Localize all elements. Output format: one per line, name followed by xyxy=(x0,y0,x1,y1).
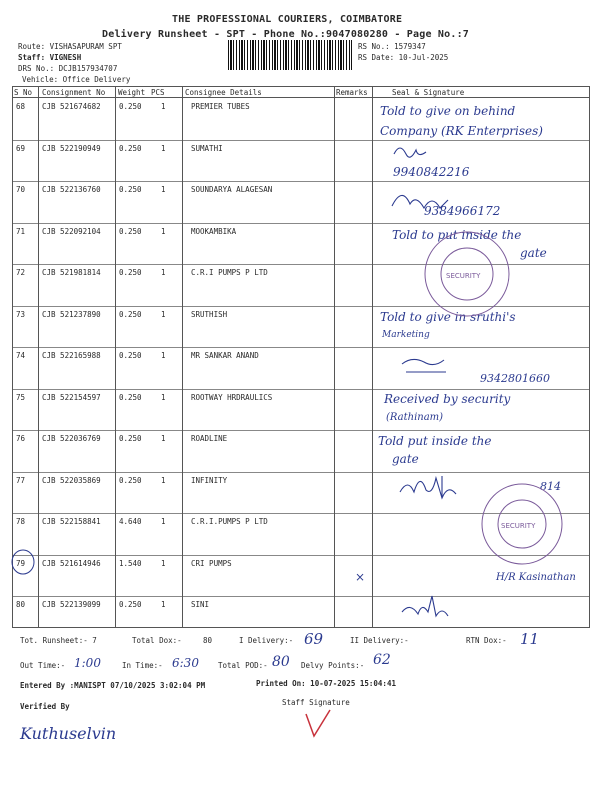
total-pod-value: 80 xyxy=(272,654,290,670)
in-time-label: In Time:- xyxy=(122,661,163,670)
row-consignment-no: CJB 522139099 xyxy=(42,600,101,609)
rtn-dox-value: 11 xyxy=(520,630,540,648)
i-delivery-label: I Delivery:- xyxy=(239,636,294,645)
drs-label: DRS No.: DCJB157934707 xyxy=(18,64,118,73)
row-sno: 73 xyxy=(16,309,26,319)
handwritten-note-75b: (Rathinam) xyxy=(386,412,444,423)
row-weight: 4.640 xyxy=(119,517,142,526)
handwritten-number-77: 814 xyxy=(540,480,561,493)
row-sno: 79 xyxy=(16,558,26,568)
rtn-dox-label: RTN Dox:- xyxy=(466,636,507,645)
row-weight: 0.250 xyxy=(119,392,142,402)
row-consignment-no: CJB 522035869 xyxy=(42,475,101,485)
row-sno: 69 xyxy=(16,143,26,153)
row-weight: 0.250 xyxy=(119,102,142,111)
col-header-consignment: Consignment No xyxy=(42,88,106,97)
row-pcs: 1 xyxy=(161,351,166,360)
tot-runsheet: Tot. Runsheet:- 7 xyxy=(20,636,97,645)
verified-by-label: Verified By xyxy=(20,702,70,711)
row-weight: 0.250 xyxy=(119,600,142,609)
handwritten-phone-74: 9342801660 xyxy=(480,372,550,385)
rs-date: RS Date: 10-Jul-2025 xyxy=(358,53,449,62)
row-sno: 76 xyxy=(16,434,26,443)
row-consignee: C.R.I PUMPS P LTD xyxy=(191,268,268,277)
row-pcs: 1 xyxy=(161,600,166,609)
signature-mark-69 xyxy=(394,148,426,157)
row-consignment-no: CJB 521674682 xyxy=(42,102,101,111)
row-sno: 68 xyxy=(16,102,26,111)
total-dox-value: 80 xyxy=(203,636,213,645)
row-consignment-no: CJB 522136760 xyxy=(42,185,101,194)
row-pcs: 1 xyxy=(161,309,166,319)
row-consignee: SOUNDARYA ALAGESAN xyxy=(191,185,273,194)
col-header-consignee: Consignee Details xyxy=(185,88,262,97)
row-consignment-no: CJB 521981814 xyxy=(42,268,101,277)
row-consignee: MR SANKAR ANAND xyxy=(191,351,259,360)
handwritten-note-71a: Told to put inside the xyxy=(392,228,522,242)
col-header-pcs: PCS xyxy=(151,88,165,97)
handwritten-note-76a: Told put inside the xyxy=(378,434,492,448)
row-sno: 71 xyxy=(16,226,26,236)
row-consignee: ROOTWAY HRDRAULICS xyxy=(191,392,273,402)
row-pcs: 1 xyxy=(161,143,166,153)
row-consignment-no: CJB 522158841 xyxy=(42,517,101,526)
row-sno: 74 xyxy=(16,351,26,360)
row-sno: 72 xyxy=(16,268,26,277)
row-pcs: 1 xyxy=(161,558,166,568)
row-weight: 0.250 xyxy=(119,185,142,194)
handwritten-note-73b: Marketing xyxy=(382,330,430,340)
staff-signature-tick xyxy=(300,708,340,744)
row-sno: 77 xyxy=(16,475,26,485)
row-weight: 0.250 xyxy=(119,309,142,319)
entered-by: Entered By :MANISPT 07/10/2025 3:02:04 PM xyxy=(20,681,206,690)
route-label: Route: VISHASAPURAM SPT xyxy=(18,42,122,51)
handwritten-note-71b: gate xyxy=(520,246,547,260)
signature-mark-74 xyxy=(402,359,446,372)
row-weight: 0.250 xyxy=(119,475,142,485)
col-divider xyxy=(115,86,116,628)
handwritten-note-76b: gate xyxy=(392,452,419,466)
row-pcs: 1 xyxy=(161,475,166,485)
row-consignee: CRI PUMPS xyxy=(191,558,232,568)
stamp-text-72: SECURITY xyxy=(446,272,481,280)
stamp-text-78: SECURITY xyxy=(501,522,536,530)
rs-number: RS No.: 1579347 xyxy=(358,42,426,51)
col-divider xyxy=(38,86,39,628)
row-consignment-no: CJB 521614946 xyxy=(42,558,101,568)
handwritten-sign-79: H/R Kasinathan xyxy=(496,572,576,583)
row-pcs: 1 xyxy=(161,102,166,111)
handwritten-phone-70: 9384966172 xyxy=(424,204,501,218)
ii-delivery-label: II Delivery:- xyxy=(350,636,409,645)
col-header-seal: Seal & Signature xyxy=(392,88,465,97)
printed-on: Printed On: 10-07-2025 15:04:41 xyxy=(256,679,396,688)
col-divider xyxy=(334,86,335,628)
row-consignment-no: CJB 522190949 xyxy=(42,143,101,153)
row-sno: 80 xyxy=(16,600,26,609)
row-pcs: 1 xyxy=(161,185,166,194)
col-header-weight: Weight xyxy=(118,88,146,97)
row-consignment-no: CJB 522092104 xyxy=(42,226,101,236)
out-time-value: 1:00 xyxy=(74,656,101,670)
staff-label: Staff: VIGNESH xyxy=(18,53,82,62)
row-consignee: PREMIER TUBES xyxy=(191,102,250,111)
handwritten-note-68b: Company (RK Enterprises) xyxy=(380,124,543,138)
row-consignment-no: CJB 522036769 xyxy=(42,434,101,443)
signature-mark-80 xyxy=(402,596,448,616)
row-weight: 1.540 xyxy=(119,558,142,568)
row-weight: 0.250 xyxy=(119,268,142,277)
col-divider xyxy=(182,86,183,628)
row-sno: 70 xyxy=(16,185,26,194)
row-pcs: 1 xyxy=(161,226,166,236)
out-time-label: Out Time:- xyxy=(20,661,66,670)
row-pcs: 1 xyxy=(161,434,166,443)
table-border-bottom xyxy=(12,627,590,628)
col-header-remarks: Remarks xyxy=(336,88,368,97)
vehicle-label: Vehicle: Office Delivery xyxy=(22,75,131,84)
row-consignee: SUMATHI xyxy=(191,143,223,153)
col-header-sno: S No xyxy=(14,88,33,97)
company-title: THE PROFESSIONAL COURIERS, COIMBATORE xyxy=(172,14,403,25)
row-pcs: 1 xyxy=(161,517,166,526)
verifier-signature: Kuthuselvin xyxy=(20,724,117,743)
table-border-top xyxy=(12,86,590,87)
staff-signature-label: Staff Signature xyxy=(282,698,350,707)
row-weight: 0.250 xyxy=(119,351,142,360)
col-divider xyxy=(12,86,13,628)
delvy-points-value: 62 xyxy=(373,652,391,668)
i-delivery-value: 69 xyxy=(304,630,324,648)
circled-row-79-marker xyxy=(10,548,38,576)
row-weight: 0.250 xyxy=(119,143,142,153)
row-consignee: ROADLINE xyxy=(191,434,228,443)
in-time-value: 6:30 xyxy=(172,656,199,670)
total-dox-label: Total Dox:- xyxy=(132,636,182,645)
handwritten-note-68a: Told to give on behind xyxy=(380,104,516,118)
row-consignee: SINI xyxy=(191,600,210,609)
row-pcs: 1 xyxy=(161,392,166,402)
signature-scribbles xyxy=(372,96,590,627)
total-pod-label: Total POD:- xyxy=(218,661,268,670)
signature-mark-77 xyxy=(400,476,456,498)
row-weight: 0.250 xyxy=(119,434,142,443)
handwritten-remark-79: × xyxy=(355,570,366,584)
handwritten-note-75a: Received by security xyxy=(384,392,511,406)
row-sno: 78 xyxy=(16,517,26,526)
row-consignment-no: CJB 521237890 xyxy=(42,309,101,319)
row-consignee: SRUTHISH xyxy=(191,309,228,319)
handwritten-phone-69: 9940842216 xyxy=(393,165,470,179)
row-consignment-no: CJB 522165988 xyxy=(42,351,101,360)
row-consignee: C.R.I.PUMPS P LTD xyxy=(191,517,268,526)
row-weight: 0.250 xyxy=(119,226,142,236)
handwritten-note-73a: Told to give in sruthi's xyxy=(380,310,516,324)
row-consignee: INFINITY xyxy=(191,475,228,485)
row-consignment-no: CJB 522154597 xyxy=(42,392,101,402)
row-sno: 75 xyxy=(16,392,26,402)
delvy-points-label: Delvy Points:- xyxy=(301,661,365,670)
runsheet-subtitle: Delivery Runsheet - SPT - Phone No.:9047080280 - Page No.:7 xyxy=(102,29,470,40)
signature-mark-70 xyxy=(392,195,448,208)
row-pcs: 1 xyxy=(161,268,166,277)
row-consignee: MOOKAMBIKA xyxy=(191,226,237,236)
